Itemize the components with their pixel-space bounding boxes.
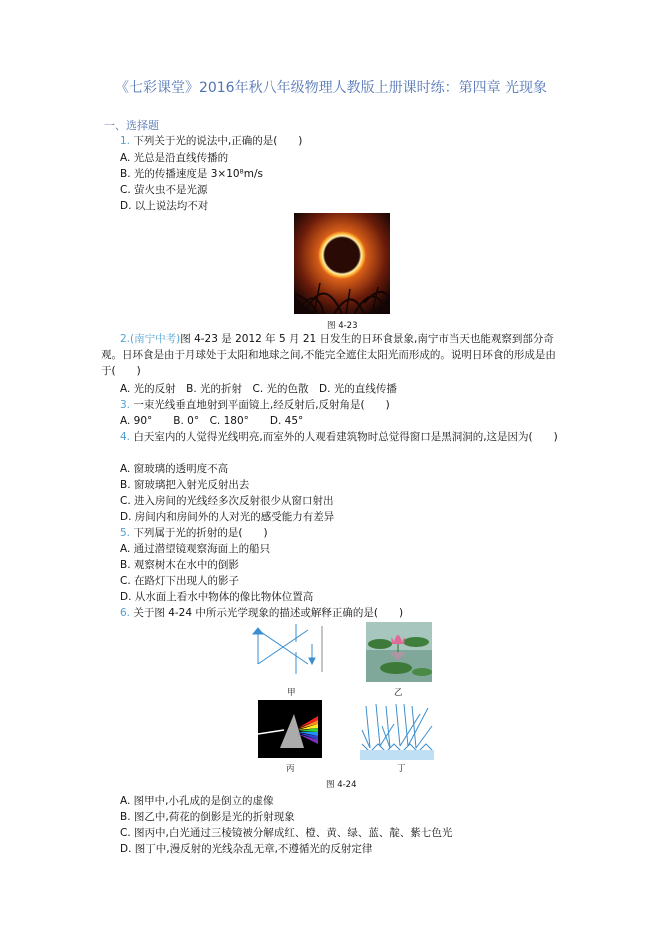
q6-option-a: A. 图甲中,小孔成的是倒立的虚像	[120, 795, 274, 807]
question-stem: 下列关于光的说法中,正确的是( )	[133, 135, 303, 147]
q4-option-b: B. 窗玻璃把入射光反射出去	[120, 479, 250, 491]
q5-option-c: C. 在路灯下出现人的影子	[120, 575, 240, 587]
question-3	[120, 397, 390, 412]
q1-option-d: D. 以上说法均不对	[120, 200, 209, 212]
question-stem: 下列属于光的折射的是( )	[133, 527, 268, 539]
q5-option-a: A. 通过潜望镜观察海面上的船只	[120, 543, 271, 555]
question-number: 1.	[120, 135, 131, 147]
q2-options: A. 光的反射 B. 光的折射 C. 光的色散 D. 光的直线传播	[120, 383, 397, 395]
figure-caption: 图 4-24	[326, 780, 357, 790]
question-stem: 一束光线垂直地射到平面镜上,经反射后,反射角是( )	[133, 399, 390, 411]
figure-label-yi: 乙	[394, 688, 403, 698]
question-6	[120, 605, 403, 620]
q5-option-d: D. 从水面上看水中物体的像比物体位置高	[120, 591, 314, 603]
question-source: (南宁中考)	[130, 333, 181, 345]
q1-option-a: A. 光总是沿直线传播的	[120, 152, 229, 164]
figure-label-jia: 甲	[287, 688, 296, 698]
q6-option-b: B. 图乙中,荷花的倒影是光的折射现象	[120, 811, 295, 823]
figure-caption: 图 4-23	[327, 321, 358, 331]
question-5	[120, 525, 268, 540]
diffuse-reflection-diagram	[360, 700, 434, 760]
q1-option-c: C. 萤火虫不是光源	[120, 184, 208, 196]
page-title: 《七彩课堂》2016年秋八年级物理人教版上册课时练：第四章 光现象	[114, 80, 548, 96]
figure-label-ding: 丁	[397, 764, 406, 774]
question-number: 2.	[120, 333, 131, 345]
q4-option-d: D. 房间内和房间外的人对光的感受能力有差异	[120, 511, 335, 523]
q3-options: A. 90° B. 0° C. 180° D. 45°	[120, 415, 304, 427]
figure-label-bing: 丙	[286, 764, 295, 774]
question-4	[101, 429, 559, 445]
q4-option-c: C. 进入房间的光线经多次反射很少从窗口射出	[120, 495, 334, 507]
question-2	[101, 331, 559, 379]
q4-option-a: A. 窗玻璃的透明度不高	[120, 463, 229, 475]
q5-option-b: B. 观察树木在水中的倒影	[120, 559, 239, 571]
section-heading: 一、选择题	[104, 119, 159, 132]
question-stem: 图 4-23 是 2012 年 5 月 21 日发生的日环食景象,南宁市当天也能观察到部分奇观。日环食是由于月球处于太阳和地球之间,不能完全遮住太阳光而形成的。说明日环食的形成是由于( )	[101, 333, 556, 377]
question-stem: 白天室内的人觉得光线明亮,而室外的人观看建筑物时总觉得窗口是黑洞洞的,这是因为( )	[133, 431, 558, 443]
lotus-reflection-photo	[366, 622, 432, 682]
question-stem: 关于图 4-24 中所示光学现象的描述或解释正确的是( )	[133, 607, 404, 619]
pinhole-diagram	[250, 624, 332, 682]
question-number: 6.	[120, 607, 131, 619]
question-number: 3.	[120, 399, 131, 411]
solar-eclipse-photo	[294, 213, 390, 314]
q6-option-c: C. 图丙中,白光通过三棱镜被分解成红、橙、黄、绿、蓝、靛、紫七色光	[120, 827, 453, 839]
question-1	[120, 133, 302, 148]
question-number: 4.	[120, 431, 131, 443]
q1-option-b: B. 光的传播速度是 3×10⁸m/s	[120, 168, 264, 180]
prism-dispersion-photo	[258, 700, 322, 758]
q6-option-d: D. 图丁中,漫反射的光线杂乱无章,不遵循光的反射定律	[120, 843, 373, 855]
question-number: 5.	[120, 527, 131, 539]
